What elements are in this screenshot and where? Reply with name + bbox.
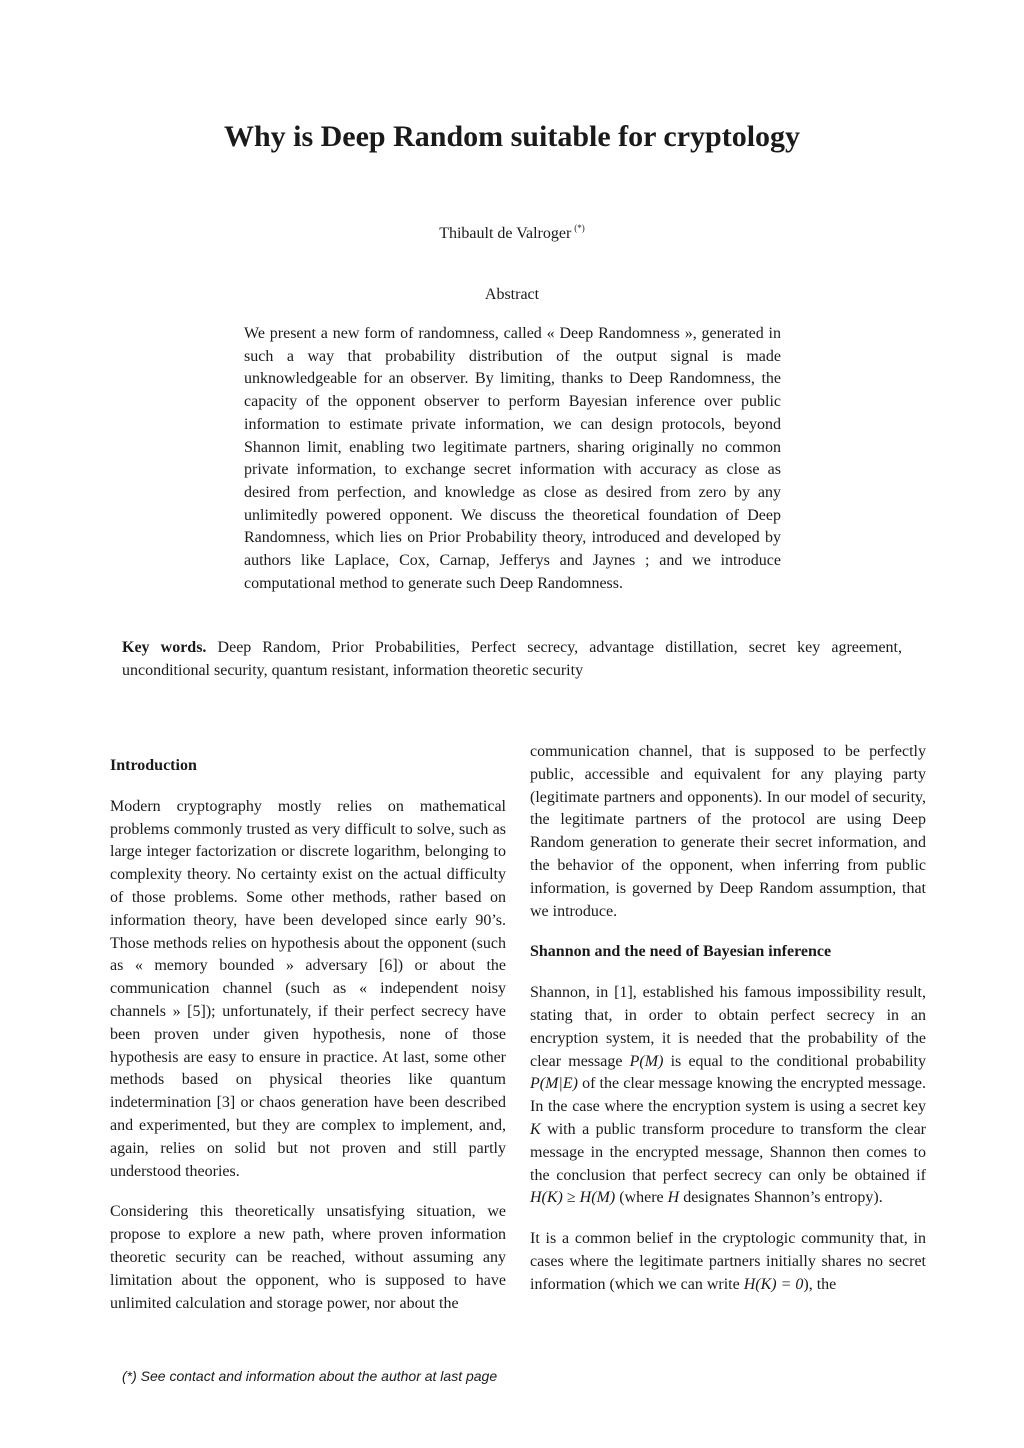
- text-run: ), the: [803, 1275, 837, 1293]
- keywords-text: Deep Random, Prior Probabilities, Perfect secrecy, advantage distillation, secret key agreement, unconditional security, quantum resistant, information theoretic security: [122, 639, 903, 679]
- author-footnote-mark: (*): [574, 223, 585, 233]
- section-heading-shannon: Shannon and the need of Bayesian inference: [530, 943, 832, 961]
- math-k: K: [530, 1120, 541, 1138]
- math-entropy-inequality: H(K) ≥ H(M): [530, 1189, 616, 1207]
- text-run: is equal to the conditional probability: [663, 1052, 926, 1070]
- intro-paragraph-2: Considering this theoretically unsatisfying situation, we propose to explore a new path, where proven information theoretic security can be reached, without assuming any limitation about the opponent, who is supposed to have unlimited calculation and storage power, nor about the: [110, 1203, 506, 1312]
- section-heading-introduction: Introduction: [110, 757, 197, 774]
- text-run: Shannon, in [1], established his famous impossibility result, stating that, in order to obtain perfect secrecy in an encryption system, it is needed that the probability of the clear message: [530, 984, 926, 1070]
- math-p-m: P(M): [629, 1052, 664, 1070]
- text-run: (where: [615, 1189, 668, 1207]
- author-footnote: (*) See contact and information about the author at last page: [122, 1368, 498, 1384]
- keywords-label: Key words.: [122, 639, 207, 656]
- text-run: with a public transform procedure to transform the clear message in the encrypted message, Shannon then comes to the conclusion that perfect secrecy can only be obtained if: [530, 1120, 926, 1184]
- shannon-paragraph-2: [530, 1228, 926, 1296]
- text-run: designates Shannon’s entropy).: [679, 1189, 883, 1207]
- text-run: It is a common belief in the cryptologic community that, in cases where the legitimate partners initially shares no secret information (which we can write: [530, 1230, 926, 1293]
- math-p-m-given-e: P(M|E): [530, 1075, 578, 1093]
- abstract-text: We present a new form of randomness, called « Deep Randomness », generated in such a way that probability distribution of the output signal is made unknowledgeable for an observer. By limiting, thanks to Deep Randomness, the capacity of the opponent observer to perform Bayesian inference over public information to estimate private information, we can design protocols, beyond Shannon limit, enabling two legitimate partners, sharing originally no common private information, to exchange secret information with accuracy as close as desired from perfection, and knowledge as close as desired from zero by any unlimitedly powered opponent. We discuss the theoretical foundation of Deep Randomness, which lies on Prior Probability theory, introduced and developed by authors like Laplace, Cox, Carnap, Jefferys and Jaynes ; and we introduce computational method to generate such Deep Randomness.: [244, 325, 781, 592]
- shannon-paragraph-1: [530, 982, 926, 1210]
- right-column: [530, 741, 926, 1315]
- left-column: [110, 755, 506, 1333]
- intro-paragraph-1: Modern cryptography mostly relies on mathematical problems commonly trusted as very difficult to solve, such as large integer factorization or discrete logarithm, belonging to complexity theory. No certainty exist on the actual difficulty of those problems. Some other methods, rather based on information theory, have been developed since early 90’s. Those methods relies on hypothesis about the opponent (such as « memory bounded » adversary [6]) or about the communication channel (such as « independent noisy channels » [5]); unfortunately, if their perfect secrecy have been proven under given hypothesis, none of those hypothesis are easy to ensure in practice. At last, some other methods based on physical theories like quantum indetermination [3] or chaos generation have been described and experimented, but they are complex to implement, and, again, relies on solid but not proven and still partly understood theories.: [110, 797, 506, 1180]
- author-line: [0, 223, 1024, 243]
- paper-title: Why is Deep Random suitable for cryptology: [223, 120, 801, 153]
- abstract-heading: Abstract: [484, 286, 540, 303]
- intro-paragraph-3: communication channel, that is supposed to be perfectly public, accessible and equivalent for any playing party (legitimate partners and opponents). In our model of security, the legitimate partners of the protocol are using Deep Random generation to generate their secret information, and the behavior of the opponent, when inferring from public information, is governed by Deep Random assumption, that we introduce.: [530, 743, 926, 920]
- text-run: of the clear message knowing the encrypted message. In the case where the encryption system is using a secret key: [530, 1075, 926, 1116]
- keywords: [122, 637, 902, 682]
- author-name: Thibault de Valroger: [439, 225, 572, 242]
- math-hk-zero: H(K) = 0: [743, 1275, 804, 1293]
- math-h: H: [667, 1189, 680, 1207]
